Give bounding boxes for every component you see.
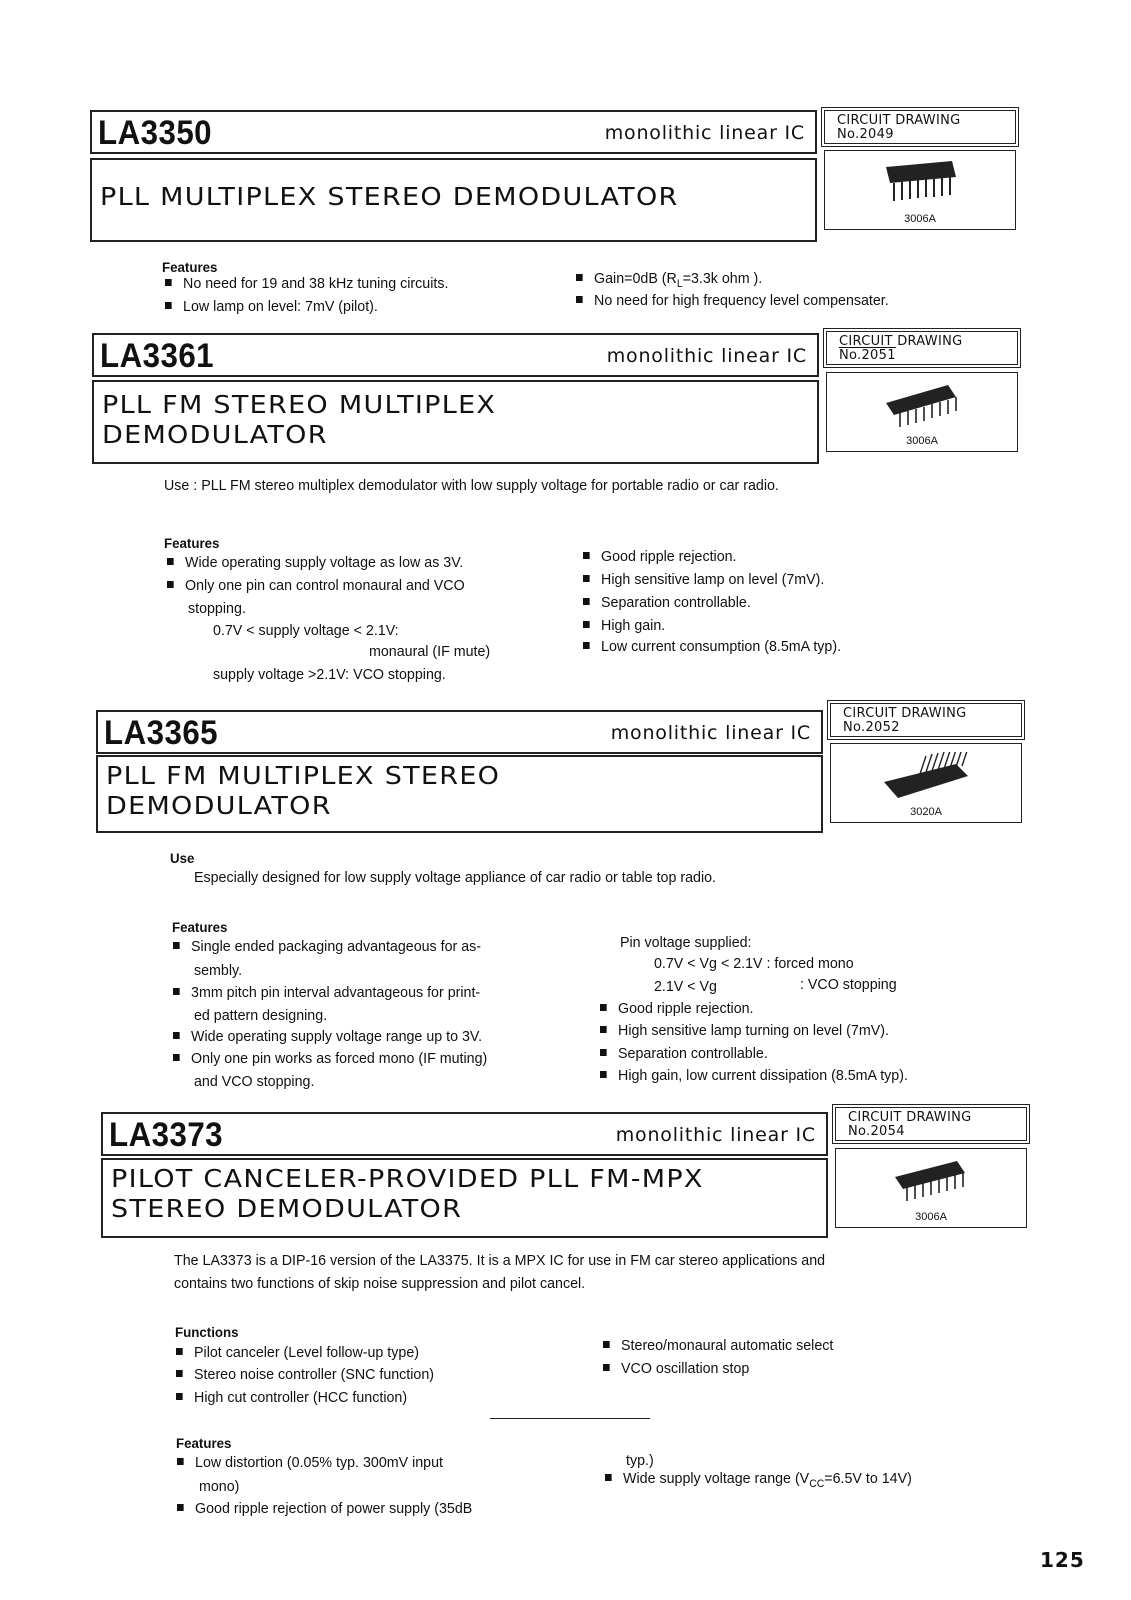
feature-item: Gain=0dB ($R_L=3.3k$ ohm ). [576,268,762,295]
use-text: Use : PLL FM stereo multiplex demodulator with low supply voltage for portable radio or car radio. [164,477,779,494]
product-title-line-1: PILOT CANCELER-PROVIDED PLL FM-MPX [111,1164,704,1193]
feature-item: Single ended packaging advantageous for as- [173,936,481,958]
feature-item: Wide operating supply voltage range up to 3V. [173,1026,482,1048]
feature-item: Wide operating supply voltage as low as 3V. [167,552,463,574]
feature-item: Wide supply voltage range ($V_{CC}=6.5V$ to 14V) [605,1468,912,1495]
model-number: LA3350 [98,114,213,152]
features-heading: Features [164,535,220,551]
model-number: LA3373 [109,1116,224,1154]
divider [490,1418,650,1419]
feature-condition: 0.7V < supply voltage < 2.1V: [213,622,399,639]
feature-item: Low current consumption (8.5mA typ). [583,636,841,658]
circuit-drawing-label: CIRCUIT DRAWING [837,113,961,128]
ic-type: monolithic linear IC [606,345,807,367]
circuit-drawing-number: No.2051 [839,348,896,363]
feature-item-continued: ed pattern designing. [194,1007,328,1024]
package-code: 3006A [906,435,938,447]
feature-item: High sensitive lamp on level (7mV). [583,569,824,591]
feature-item: Low distortion (0.05% typ. 300mV input [177,1452,443,1474]
title-box [101,1158,828,1238]
dip-package-icon [891,1157,971,1207]
features-heading: Features [172,919,228,935]
circuit-drawing-box [826,331,1018,365]
features-heading: Features [162,259,218,275]
feature-item: High gain. [583,615,665,637]
title-box [90,158,817,242]
feature-condition: monaural (IF mute) [369,643,491,660]
circuit-drawing-number: No.2049 [837,127,894,142]
circuit-drawing-box [830,703,1022,737]
pin-voltage-condition: 2.1V < Vg [654,978,717,995]
feature-item-continued: sembly. [194,962,243,979]
feature-item-continued: stopping. [188,600,246,617]
feature-item: No need for high frequency level compensater. [576,290,889,312]
feature-item: Good ripple rejection. [583,546,737,568]
package-box [826,372,1018,452]
dip-package-icon [882,381,962,431]
product-title: PLL MULTIPLEX STEREO DEMODULATOR [100,182,679,211]
feature-item: High gain, low current dissipation (8.5mA typ). [600,1065,908,1087]
circuit-drawing-number: No.2054 [848,1124,905,1139]
use-text: Especially designed for low supply voltage appliance of car radio or table top radio. [194,869,717,886]
package-box [824,150,1016,230]
feature-item: High sensitive lamp turning on level (7mV). [600,1020,889,1042]
feature-item: 3mm pitch pin interval advantageous for print- [173,982,480,1004]
feature-item: Good ripple rejection of power supply (35dB [177,1498,472,1520]
function-item: High cut controller (HCC function) [176,1387,407,1409]
feature-item: Separation controllable. [600,1043,768,1065]
feature-item: Only one pin works as forced mono (IF muting) [173,1048,487,1070]
pin-voltage-condition: 0.7V < Vg < 2.1V : forced mono [654,955,854,972]
model-number: LA3365 [104,714,219,752]
model-header-la3350 [90,110,817,154]
title-box [92,380,819,464]
feature-item: No need for 19 and 38 kHz tuning circuits. [165,273,448,295]
sip-package-icon [876,752,976,802]
circuit-drawing-number: No.2052 [843,720,900,735]
ic-type: monolithic linear IC [615,1124,816,1146]
circuit-drawing-label: CIRCUIT DRAWING [843,706,967,721]
description-line: contains two functions of skip noise suppression and pilot cancel. [174,1275,586,1292]
use-heading: Use [170,850,195,866]
page-number: 125 [1040,1548,1085,1572]
product-title-line-2: DEMODULATOR [102,420,328,449]
feature-item: Good ripple rejection. [600,998,754,1020]
feature-condition: supply voltage >2.1V: VCO stopping. [213,666,446,683]
feature-item: Low lamp on level: 7mV (pilot). [165,296,378,318]
package-code: 3020A [910,806,942,818]
feature-item: Only one pin can control monaural and VCO [167,575,465,597]
description-line: The LA3373 is a DIP-16 version of the LA3375. It is a MPX IC for use in FM car stereo applications and [174,1252,826,1269]
title-box [96,755,823,833]
dip-package-icon [880,159,960,209]
function-item: Pilot canceler (Level follow-up type) [176,1342,419,1364]
circuit-drawing-label: CIRCUIT DRAWING [839,334,963,349]
ic-type: monolithic linear IC [610,722,811,744]
ic-type: monolithic linear IC [604,122,805,144]
feature-item: Separation controllable. [583,592,751,614]
function-item: VCO oscillation stop [603,1358,749,1380]
product-title-line-1: PLL FM STEREO MULTIPLEX [102,390,497,419]
pin-voltage-heading: Pin voltage supplied: [620,934,752,951]
feature-item-continued: mono) [199,1478,240,1495]
package-box [830,743,1022,823]
model-header-la3365 [96,710,823,754]
features-heading: Features [176,1435,232,1451]
product-title-line-1: PLL FM MULTIPLEX STEREO [106,761,501,790]
product-title-line-2: STEREO DEMODULATOR [111,1194,463,1223]
model-header-la3373 [101,1112,828,1156]
package-code: 3006A [904,213,936,225]
feature-item-continued: and VCO stopping. [194,1073,315,1090]
circuit-drawing-box [835,1107,1027,1141]
product-title-line-2: DEMODULATOR [106,791,332,820]
model-header-la3361 [92,333,819,377]
package-box [835,1148,1027,1228]
functions-heading: Functions [175,1324,239,1340]
circuit-drawing-box [824,110,1016,144]
pin-voltage-result: : VCO stopping [800,976,897,993]
feature-item-continued: typ.) [626,1452,654,1469]
circuit-drawing-label: CIRCUIT DRAWING [848,1110,972,1125]
function-item: Stereo/monaural automatic select [603,1335,833,1357]
model-number: LA3361 [100,337,215,375]
function-item: Stereo noise controller (SNC function) [176,1364,434,1386]
package-code: 3006A [915,1211,947,1223]
